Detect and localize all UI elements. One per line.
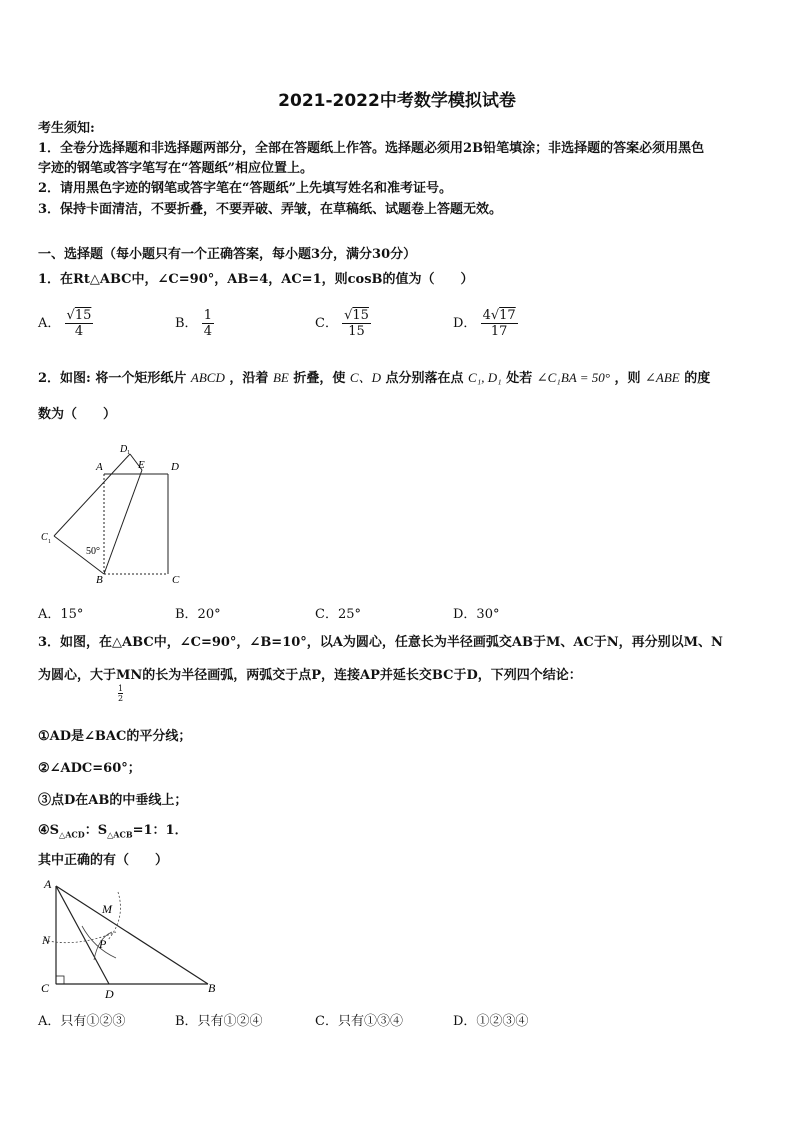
q3-option-b: B．只有①②④ [175, 1014, 263, 1029]
label-C1-sub: 1 [48, 539, 51, 545]
q2-stem-part: 点分别落在点 [385, 371, 464, 386]
numerator: 15 [74, 308, 92, 323]
q3-stem-line2: 为圆心，大于MN的长为半径画弧，两弧交于点P，连接AP并延长交BC于D，下列四个结论： [38, 668, 582, 683]
q2-option-c: C．25° [315, 607, 361, 622]
q3-option-d: D．①②③④ [453, 1014, 529, 1029]
label-A: A [96, 461, 103, 473]
right-angle-mark [56, 976, 64, 984]
q3-option-c: C．只有①③④ [315, 1014, 403, 1029]
c4-part: =1：1． [132, 823, 188, 838]
numerator: 17 [499, 308, 516, 323]
given-angle: ∠C₁BA = 50° [536, 370, 610, 385]
option-label: B． [175, 316, 198, 331]
q2-option-a: A．15° [38, 607, 84, 622]
section-heading: 一、选择题（每小题只有一个正确答案，每小题3分，满分30分） [38, 247, 417, 262]
coefficient: 4 [482, 308, 491, 323]
q3-conclusion-3: ③点D在AB的中垂线上； [38, 793, 188, 808]
notice-item-2: 2．请用黑色字迹的钢笔或答字笔在“答题纸”上先填写姓名和准考证号。 [38, 181, 453, 196]
fraction [342, 308, 371, 339]
points: C、D [349, 370, 381, 385]
label-D1: D [120, 444, 128, 455]
half-num: 1 [118, 684, 124, 693]
edge-C1D1 [54, 454, 130, 536]
label-C: C [172, 574, 180, 586]
q2-stem-part: 处若 [506, 371, 533, 386]
numerator: 15 [352, 308, 369, 323]
notice-item-1: 1．全卷分选择题和非选择题两部分，全部在答题纸上作答。选择题必须用2B铅笔填涂；非选择题的答案必须用黑色 [38, 141, 705, 156]
fold-BE [104, 470, 142, 574]
fraction [202, 308, 214, 339]
q3-option-a: A．只有①②③ [38, 1014, 126, 1029]
image-points: C₁, D₁ [468, 370, 502, 385]
label-P: P [99, 937, 107, 951]
fold-line: BE [272, 370, 289, 385]
label-C: C [41, 981, 50, 995]
c4-part: ：S [84, 823, 108, 838]
q3-conclusion-2: ②∠ADC=60°； [38, 761, 141, 776]
label-M: M [102, 902, 112, 916]
label-D: D [171, 461, 179, 473]
q2-option-b: B．20° [175, 607, 221, 622]
denominator: 15 [348, 324, 365, 339]
c4-part: ④S [38, 823, 60, 838]
q1-option-d [453, 308, 518, 339]
label-B: B [96, 574, 103, 586]
numerator: 1 [203, 308, 212, 323]
segment-AD [56, 886, 109, 984]
fraction [481, 308, 518, 339]
side-AB [56, 886, 208, 984]
rect-name: ABCD [190, 370, 225, 385]
denominator: 17 [490, 324, 508, 339]
sqrt-icon: √ [344, 308, 353, 323]
asked-angle: ∠ABE [645, 370, 680, 385]
c4-sub1: △ACD [59, 829, 85, 840]
q3-conclusion-4 [38, 822, 188, 844]
option-label: A． [38, 316, 61, 331]
label-D: D [105, 987, 114, 1001]
denominator: 4 [203, 324, 212, 339]
q2-stem-part: 折叠，使 [293, 371, 346, 386]
fraction [65, 308, 94, 339]
q3-stem-line1: 3．如图，在△ABC中，∠C=90°，∠B=10°，以A为圆心，任意长为半径画弧交AB于M、AC于N，再分别以M、N [38, 635, 723, 650]
sqrt-icon: √ [66, 308, 75, 323]
label-A: A [44, 877, 52, 891]
label-D1-sub: 1 [127, 450, 130, 456]
q1-option-c [315, 308, 371, 339]
half-den: 2 [118, 694, 124, 703]
q2-stem [38, 369, 710, 388]
label-E: E [138, 459, 145, 471]
sqrt-icon: √ [490, 308, 500, 323]
label-C1: C [41, 532, 48, 543]
q2-stem-part: 2．如图: 将一个矩形纸片 [38, 371, 187, 386]
q3-conclusion-1: ①AD是∠BAC的平分线； [38, 729, 192, 744]
q2-option-d: D．30° [453, 607, 500, 622]
notice-item-3: 3．保持卡面清洁，不要折叠，不要弄破、弄皱，在草稿纸、试题卷上答题无效。 [38, 202, 503, 217]
q1-stem: 1．在Rt△ABC中，∠C=90°，AB=4，AC=1，则cosB的值为（ ） [38, 272, 474, 287]
q2-figure [38, 440, 198, 590]
label-angle-50: 50° [86, 546, 100, 557]
q2-stem-part: ，则 [614, 371, 641, 386]
q2-stem-part: ，沿着 [229, 371, 269, 386]
notice-heading: 考生须知: [38, 121, 95, 136]
page-title: 2021-2022中考数学模拟试卷 [278, 91, 516, 111]
label-N: N [42, 933, 51, 947]
q3-ask: 其中正确的有（ ） [38, 853, 169, 868]
notice-item-1-cont: 字迹的钢笔或答字笔写在“答题纸”相应位置上。 [38, 161, 313, 176]
c4-sub2: △ACB [107, 829, 133, 840]
q2-stem-cont: 数为（ ） [38, 407, 117, 422]
q1-option-a [38, 308, 93, 339]
option-label: D． [453, 316, 477, 331]
q1-option-b [175, 308, 214, 339]
q2-stem-part: 的度 [684, 371, 711, 386]
denominator: 4 [74, 324, 84, 339]
q3-half-fraction [118, 684, 123, 703]
label-B: B [208, 981, 216, 995]
option-label: C． [315, 316, 338, 331]
q3-figure [36, 874, 226, 1002]
